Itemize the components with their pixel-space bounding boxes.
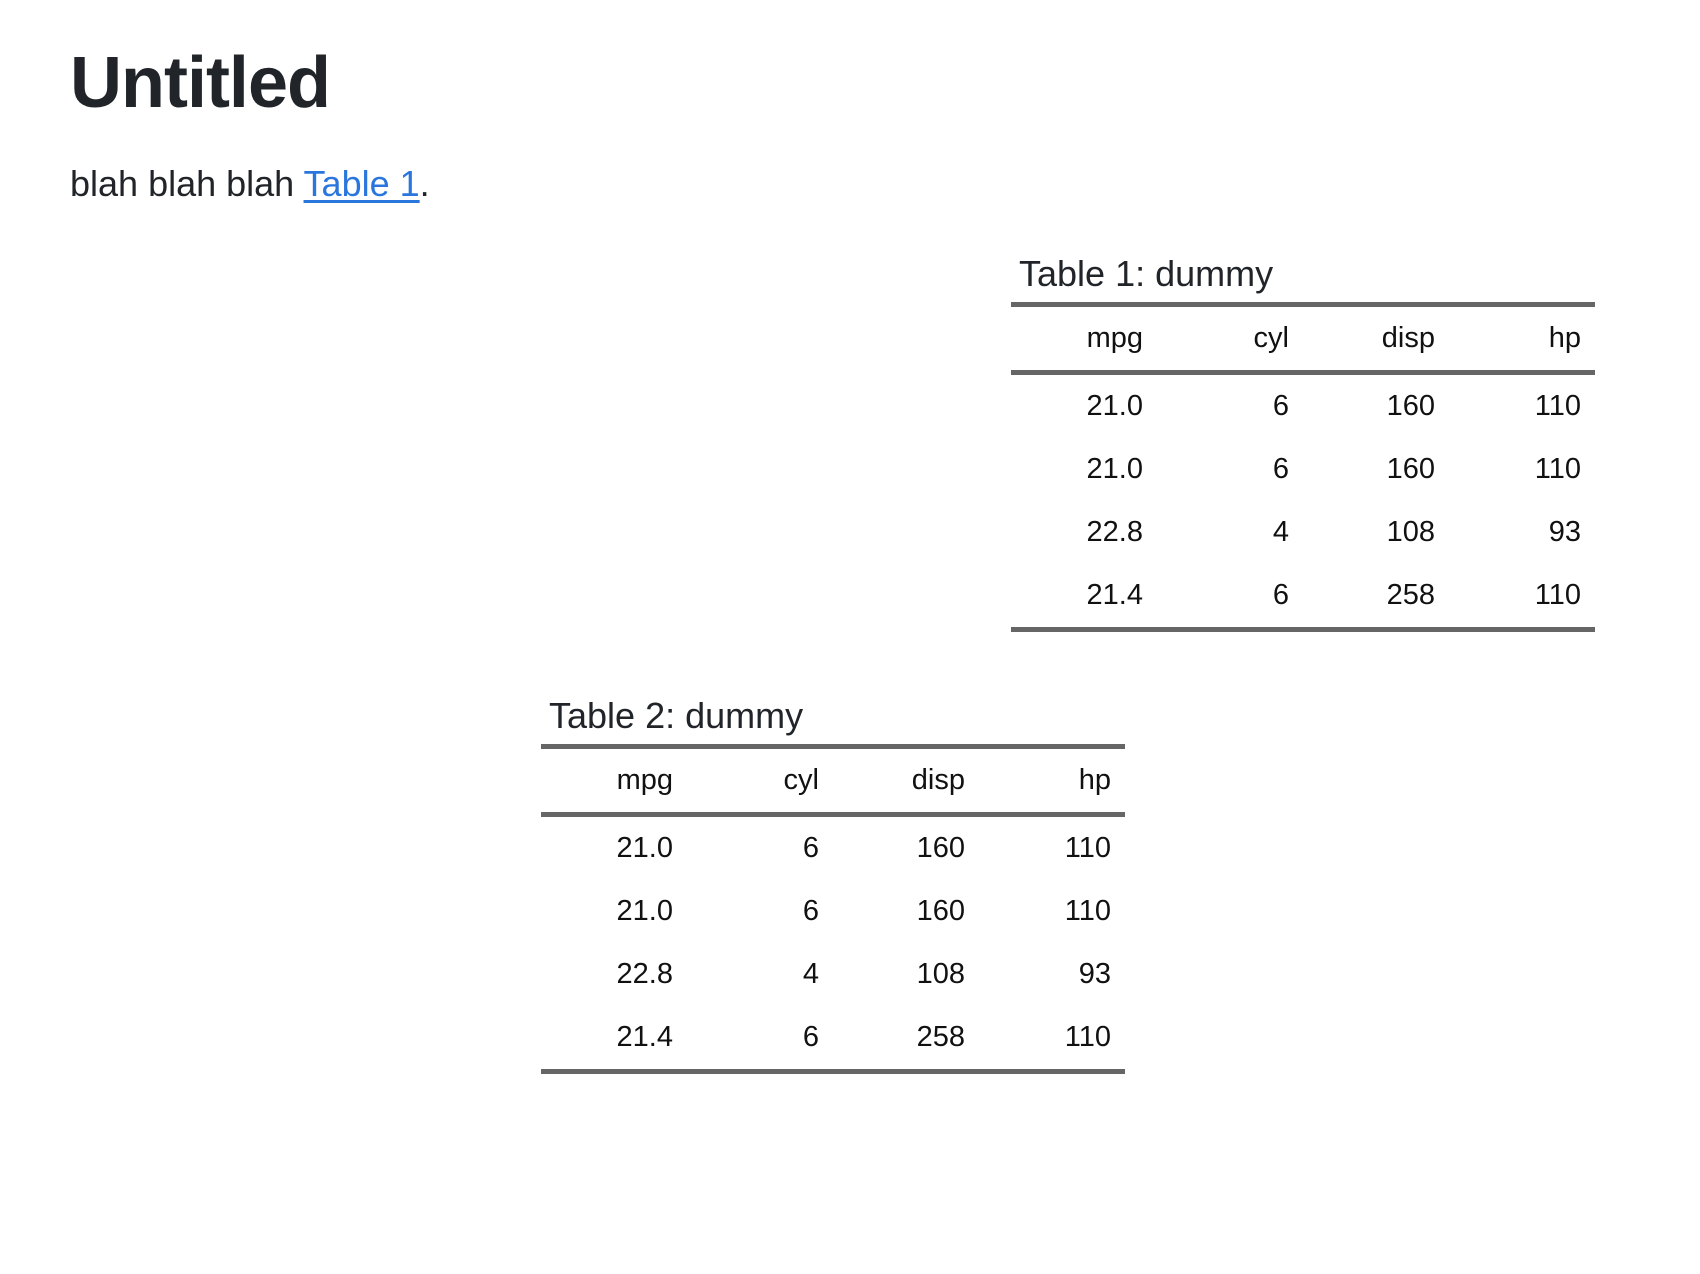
column-header-hp: hp bbox=[1548, 322, 1581, 354]
table-cell: 160 bbox=[1386, 453, 1435, 485]
table-cell: 110 bbox=[1064, 832, 1111, 864]
table-caption: Table 1: dummy bbox=[1019, 253, 1274, 294]
table-cell: 6 bbox=[1272, 453, 1289, 485]
table-row bbox=[541, 1006, 1125, 1072]
table-row bbox=[1011, 373, 1595, 439]
paragraph-period: . bbox=[419, 163, 430, 204]
column-header-cyl: cyl bbox=[783, 764, 819, 796]
table-cell: 4 bbox=[1272, 516, 1289, 548]
table-header-row bbox=[541, 747, 1125, 815]
table-cell: 22.8 bbox=[1086, 516, 1143, 548]
table-row bbox=[1011, 438, 1595, 501]
column-header-hp: hp bbox=[1078, 764, 1111, 796]
table-cell: 21.0 bbox=[616, 832, 673, 864]
table-cell: 6 bbox=[1272, 390, 1289, 422]
table-cell: 110 bbox=[1064, 1021, 1111, 1053]
paragraph-text: blah blah blah bbox=[70, 163, 304, 204]
table-1-link[interactable]: Table 1 bbox=[303, 163, 420, 204]
table-header-row bbox=[1011, 305, 1595, 373]
table-cell: 160 bbox=[916, 832, 965, 864]
table-cell: 21.0 bbox=[616, 895, 673, 927]
table-cell: 110 bbox=[1534, 453, 1581, 485]
table-cell: 22.8 bbox=[616, 958, 673, 990]
table-cell: 21.4 bbox=[1086, 579, 1143, 611]
table-row bbox=[541, 943, 1125, 1006]
table-row bbox=[1011, 501, 1595, 564]
table-cell: 160 bbox=[1386, 390, 1435, 422]
column-header-mpg: mpg bbox=[1086, 322, 1143, 354]
table-cell: 108 bbox=[916, 958, 965, 990]
data-table bbox=[1011, 302, 1595, 632]
table-cell: 110 bbox=[1534, 579, 1581, 611]
table-cell: 258 bbox=[1386, 579, 1435, 611]
table-cell: 258 bbox=[916, 1021, 965, 1053]
table-cell: 21.4 bbox=[616, 1021, 673, 1053]
table-row bbox=[1011, 564, 1595, 630]
page-title: Untitled bbox=[70, 43, 330, 123]
table-cell: 108 bbox=[1386, 516, 1435, 548]
table-2 bbox=[541, 694, 1125, 1074]
table-caption: Table 2: dummy bbox=[549, 695, 804, 736]
table-cell: 93 bbox=[1078, 958, 1111, 990]
table-cell: 6 bbox=[802, 832, 819, 864]
table-cell: 21.0 bbox=[1086, 453, 1143, 485]
table-cell: 110 bbox=[1534, 390, 1581, 422]
table-cell: 6 bbox=[802, 895, 819, 927]
table-cell: 110 bbox=[1064, 895, 1111, 927]
column-header-cyl: cyl bbox=[1253, 322, 1289, 354]
column-header-disp: disp bbox=[911, 764, 965, 796]
column-header-mpg: mpg bbox=[616, 764, 673, 796]
data-table bbox=[541, 744, 1125, 1074]
body-paragraph bbox=[70, 160, 430, 208]
table-cell: 21.0 bbox=[1086, 390, 1143, 422]
table-cell: 6 bbox=[1272, 579, 1289, 611]
column-header-disp: disp bbox=[1381, 322, 1435, 354]
table-cell: 4 bbox=[802, 958, 819, 990]
table-1 bbox=[1011, 252, 1595, 632]
table-cell: 160 bbox=[916, 895, 965, 927]
table-cell: 93 bbox=[1548, 516, 1581, 548]
table-row bbox=[541, 880, 1125, 943]
table-cell: 6 bbox=[802, 1021, 819, 1053]
table-row bbox=[541, 815, 1125, 881]
